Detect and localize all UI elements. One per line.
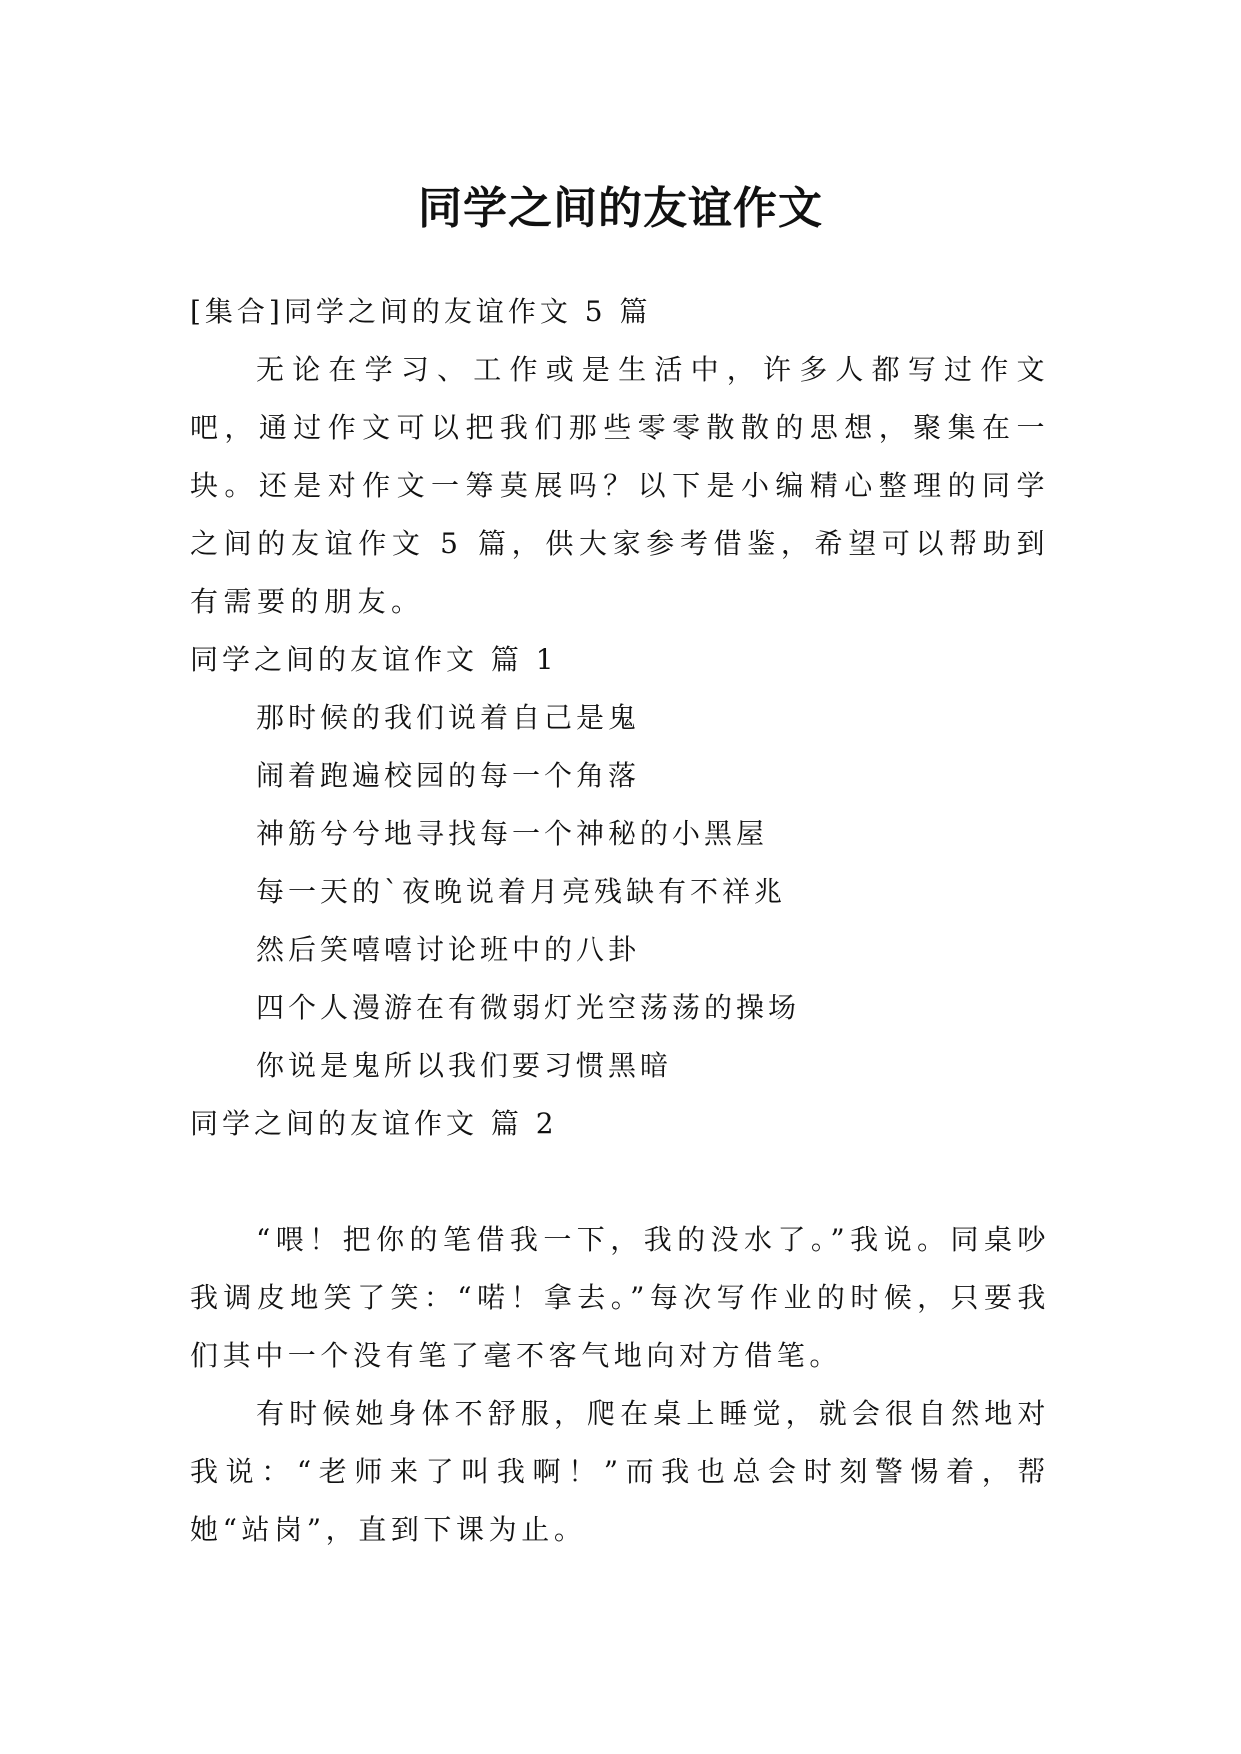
section-heading-1: 同学之间的友谊作文 篇 1 (190, 643, 558, 676)
poem-line: 然后笑嘻嘻讨论班中的八卦 (256, 933, 641, 966)
body-paragraph: “喂！把你的笔借我一下，我的没水了。”我说。同桌吵我调皮地笑了笑：“喏！拿去。”每次写作业的时候，只要我们其中一个没有笔了毫不客气地向对方借笔。 (190, 1223, 1050, 1372)
body-paragraph: 有时候她身体不舒服，爬在桌上睡觉，就会很自然地对我说：“老师来了叫我啊！”而我也总会时刻警惕着，帮她“站岗”，直到下课为止。 (190, 1397, 1050, 1546)
poem-line: 每一天的`夜晚说着月亮残缺有不祥兆 (256, 875, 787, 908)
poem-line: 神筋兮兮地寻找每一个神秘的小黑屋 (256, 817, 769, 850)
section-heading-2: 同学之间的友谊作文 篇 2 (190, 1107, 558, 1140)
poem-line: 闹着跑遍校园的每一个角落 (256, 759, 641, 792)
collection-heading: [集合]同学之间的友谊作文 5 篇 (190, 295, 652, 328)
document-title: 同学之间的友谊作文 (418, 183, 823, 235)
blank-line (190, 1153, 1050, 1211)
poem-line: 四个人漫游在有微弱灯光空荡荡的操场 (256, 991, 801, 1024)
intro-paragraph: 无论在学习、工作或是生活中，许多人都写过作文吧，通过作文可以把我们那些零零散散的思想，聚集在一块。还是对作文一筹莫展吗？以下是小编精心整理的同学之间的友谊作文 5 篇，供大家参考借鉴，希望可以帮助到有需要的朋友。 (190, 353, 1050, 618)
document-body (190, 283, 1050, 1559)
poem-line: 你说是鬼所以我们要习惯黑暗 (256, 1049, 673, 1082)
poem-line: 那时候的我们说着自己是鬼 (256, 701, 641, 734)
